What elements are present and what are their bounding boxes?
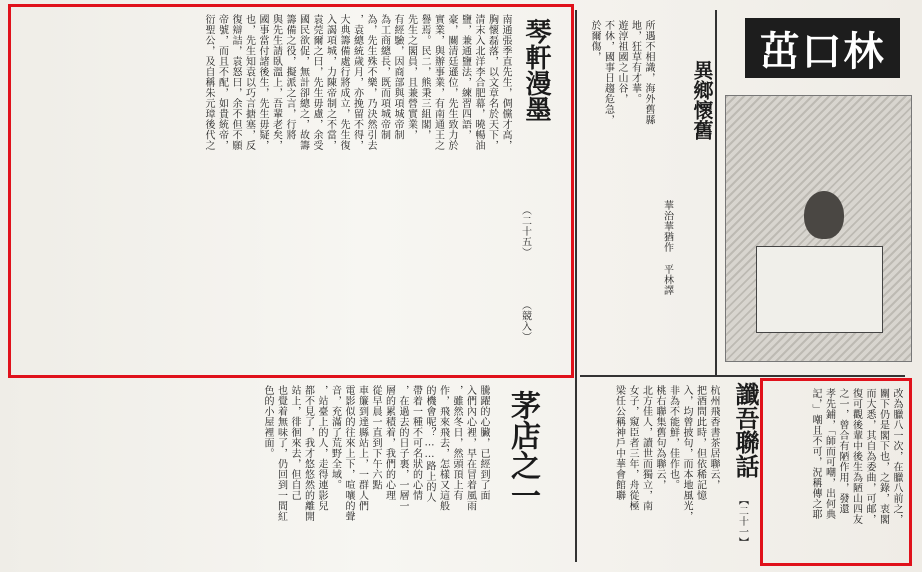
text-column: 非為不能鮮，佳作也。: [667, 385, 679, 490]
figure-newspaper: [756, 246, 883, 333]
text-column: ，站臺上的人，走得連影兒: [316, 385, 327, 511]
text-column: 國民欲促，無計卻總之，故籌: [297, 14, 309, 151]
article-title: 茅店之一: [505, 390, 540, 510]
text-column: 復可觀後輩中後生為陋山四友: [850, 388, 862, 525]
article-body: [22, 14, 512, 374]
article-body: [10, 385, 490, 563]
text-column: 層的累積着，我們的心理: [383, 385, 395, 501]
text-column: 豪，關清廷遜位，先生致力於: [446, 14, 457, 151]
masthead-logo: 茁口林: [745, 18, 900, 78]
text-column: 音，充滿了荒野全域。: [329, 385, 341, 490]
article-title: 讖吾聯話: [731, 382, 759, 478]
text-column: 衍聖公，及自稱朱元璋後代之: [203, 14, 214, 151]
text-column: 有經驗，因商部與項城帝制: [392, 14, 403, 140]
article-issue: 【二十一】: [736, 495, 748, 548]
text-column: 騰躍的心臟，已經到了面: [478, 385, 489, 501]
article-title: 琴軒漫墨: [521, 18, 551, 122]
text-column: 為工商總長，既而項城帝制: [378, 14, 390, 140]
text-column: 大典籌備處行將成立，先生復: [338, 14, 349, 151]
article-title: 異鄉懷舊: [690, 60, 714, 140]
reading-figure-illustration: [725, 95, 912, 362]
text-column: ，袁總統歲月，亦挽留不得，: [351, 14, 363, 151]
text-column: 南通張季直先生，倜儻才高，: [500, 14, 511, 151]
article-body: [585, 20, 655, 360]
text-column: 而大悉，其自為委曲，可邮，: [864, 388, 875, 525]
text-column: 國事當付諸後生，先生毋疑，: [257, 14, 268, 151]
figure-head: [804, 191, 844, 239]
text-column: 遊淳祖國之山谷，: [616, 20, 627, 104]
text-column: 入們內心裡，早在冒着風雨: [464, 385, 476, 511]
text-column: 改為臘八一次，在臘八前之，: [891, 388, 902, 525]
text-column: 於爾傷，: [589, 20, 600, 62]
text-column: 把酒問此時，但依稀記憶: [694, 385, 706, 501]
text-column: 關下仍是閣下也，之錄，衷閣: [877, 388, 889, 525]
text-column: 女子，窺臣者三年，舟從極: [627, 385, 638, 511]
text-column: 梁任公稱神戶中華會館聯: [613, 385, 625, 501]
text-column: 都不見了，我才悠悠然的離開: [302, 385, 314, 522]
article-author: （競入）: [519, 300, 531, 342]
text-column: 胸懷磊落，以文章名於天下，: [486, 14, 498, 151]
text-column: 記，」嘲且不可，況稱傳之耶: [810, 388, 821, 520]
article-byline: 華治華猶作 平林譯: [661, 200, 673, 296]
text-column: 作，飛來飛去，怎樣又這般: [437, 385, 449, 511]
text-column: 杭州飛香書茶居聯云，: [708, 385, 719, 490]
article-body: [585, 385, 720, 563]
text-column: 站上，徘徊來去，但自己: [289, 385, 300, 501]
text-column: 袁莞爾之曰，先生毋慮，余受: [311, 14, 322, 151]
text-column: 為，先生殊不樂，乃決然引去: [365, 14, 376, 151]
text-column: ，在過去的日子裏，一層一: [397, 385, 408, 511]
text-column: 鹽，兼通鹽法，練習四語，: [459, 14, 471, 140]
text-column: 的機會呢？……路上的人: [424, 385, 435, 503]
text-column: 也覺着無味了，仍回到一間紅: [275, 385, 287, 522]
text-column: 入，均曾披句，而本地風光，: [681, 385, 692, 522]
text-column: 譽焉。民二，熊秉三組閣，: [419, 14, 430, 140]
text-column: 車簾到達縣站上，一群人們: [356, 385, 368, 511]
text-column: 實業，與辦事業，有南通王之: [432, 14, 444, 151]
text-column: 電影似的往來上下，喧嚷的聲: [343, 385, 354, 522]
text-column: 籌備之役，擬派之言，行將: [284, 14, 295, 140]
text-column: 北方佳人，讀世而獨立，南: [640, 385, 652, 511]
text-column: 色的小屋裡面。: [262, 385, 273, 459]
text-column: 從早晨一直到下午六點: [370, 385, 381, 490]
text-column: ，雖然冬日，然頭頂上有: [451, 385, 462, 501]
text-column: 桃右聯集舊句為聯云，: [654, 385, 665, 490]
text-column: 地，狂草有才華。: [629, 20, 641, 104]
section-rule: [580, 375, 905, 377]
text-column: 之一，曾合有陋作用，發還: [837, 388, 848, 514]
article-body: [768, 388, 903, 560]
text-column: 帶着一種不可名狀的心情: [410, 385, 422, 501]
text-column: 清末入北洋李合肥幕，曉暢油: [473, 14, 484, 151]
text-column: 帝號，而且不配，如貴統帝，: [216, 14, 228, 151]
text-column: 與先生請臥溫上，吾輩老矣，: [270, 14, 282, 151]
text-column: 復辯詰，袁怒曰，余不但不願: [230, 14, 241, 151]
text-column: 也，先生知袁以巧言搪塞，反: [243, 14, 255, 151]
article-issue: （二十五）: [519, 205, 531, 258]
text-column: 孝先鋪，「師而可嘲，出何典: [823, 388, 835, 520]
text-column: 先生之閣員，且兼營實業，: [405, 14, 417, 140]
column-rule: [575, 10, 577, 562]
text-column: 入謁項城，力陳帝制之不當，: [324, 14, 336, 151]
text-column: 所遇不相識，海外舊縣: [643, 20, 654, 125]
text-column: 不休，國事日趨危急，: [602, 20, 614, 125]
